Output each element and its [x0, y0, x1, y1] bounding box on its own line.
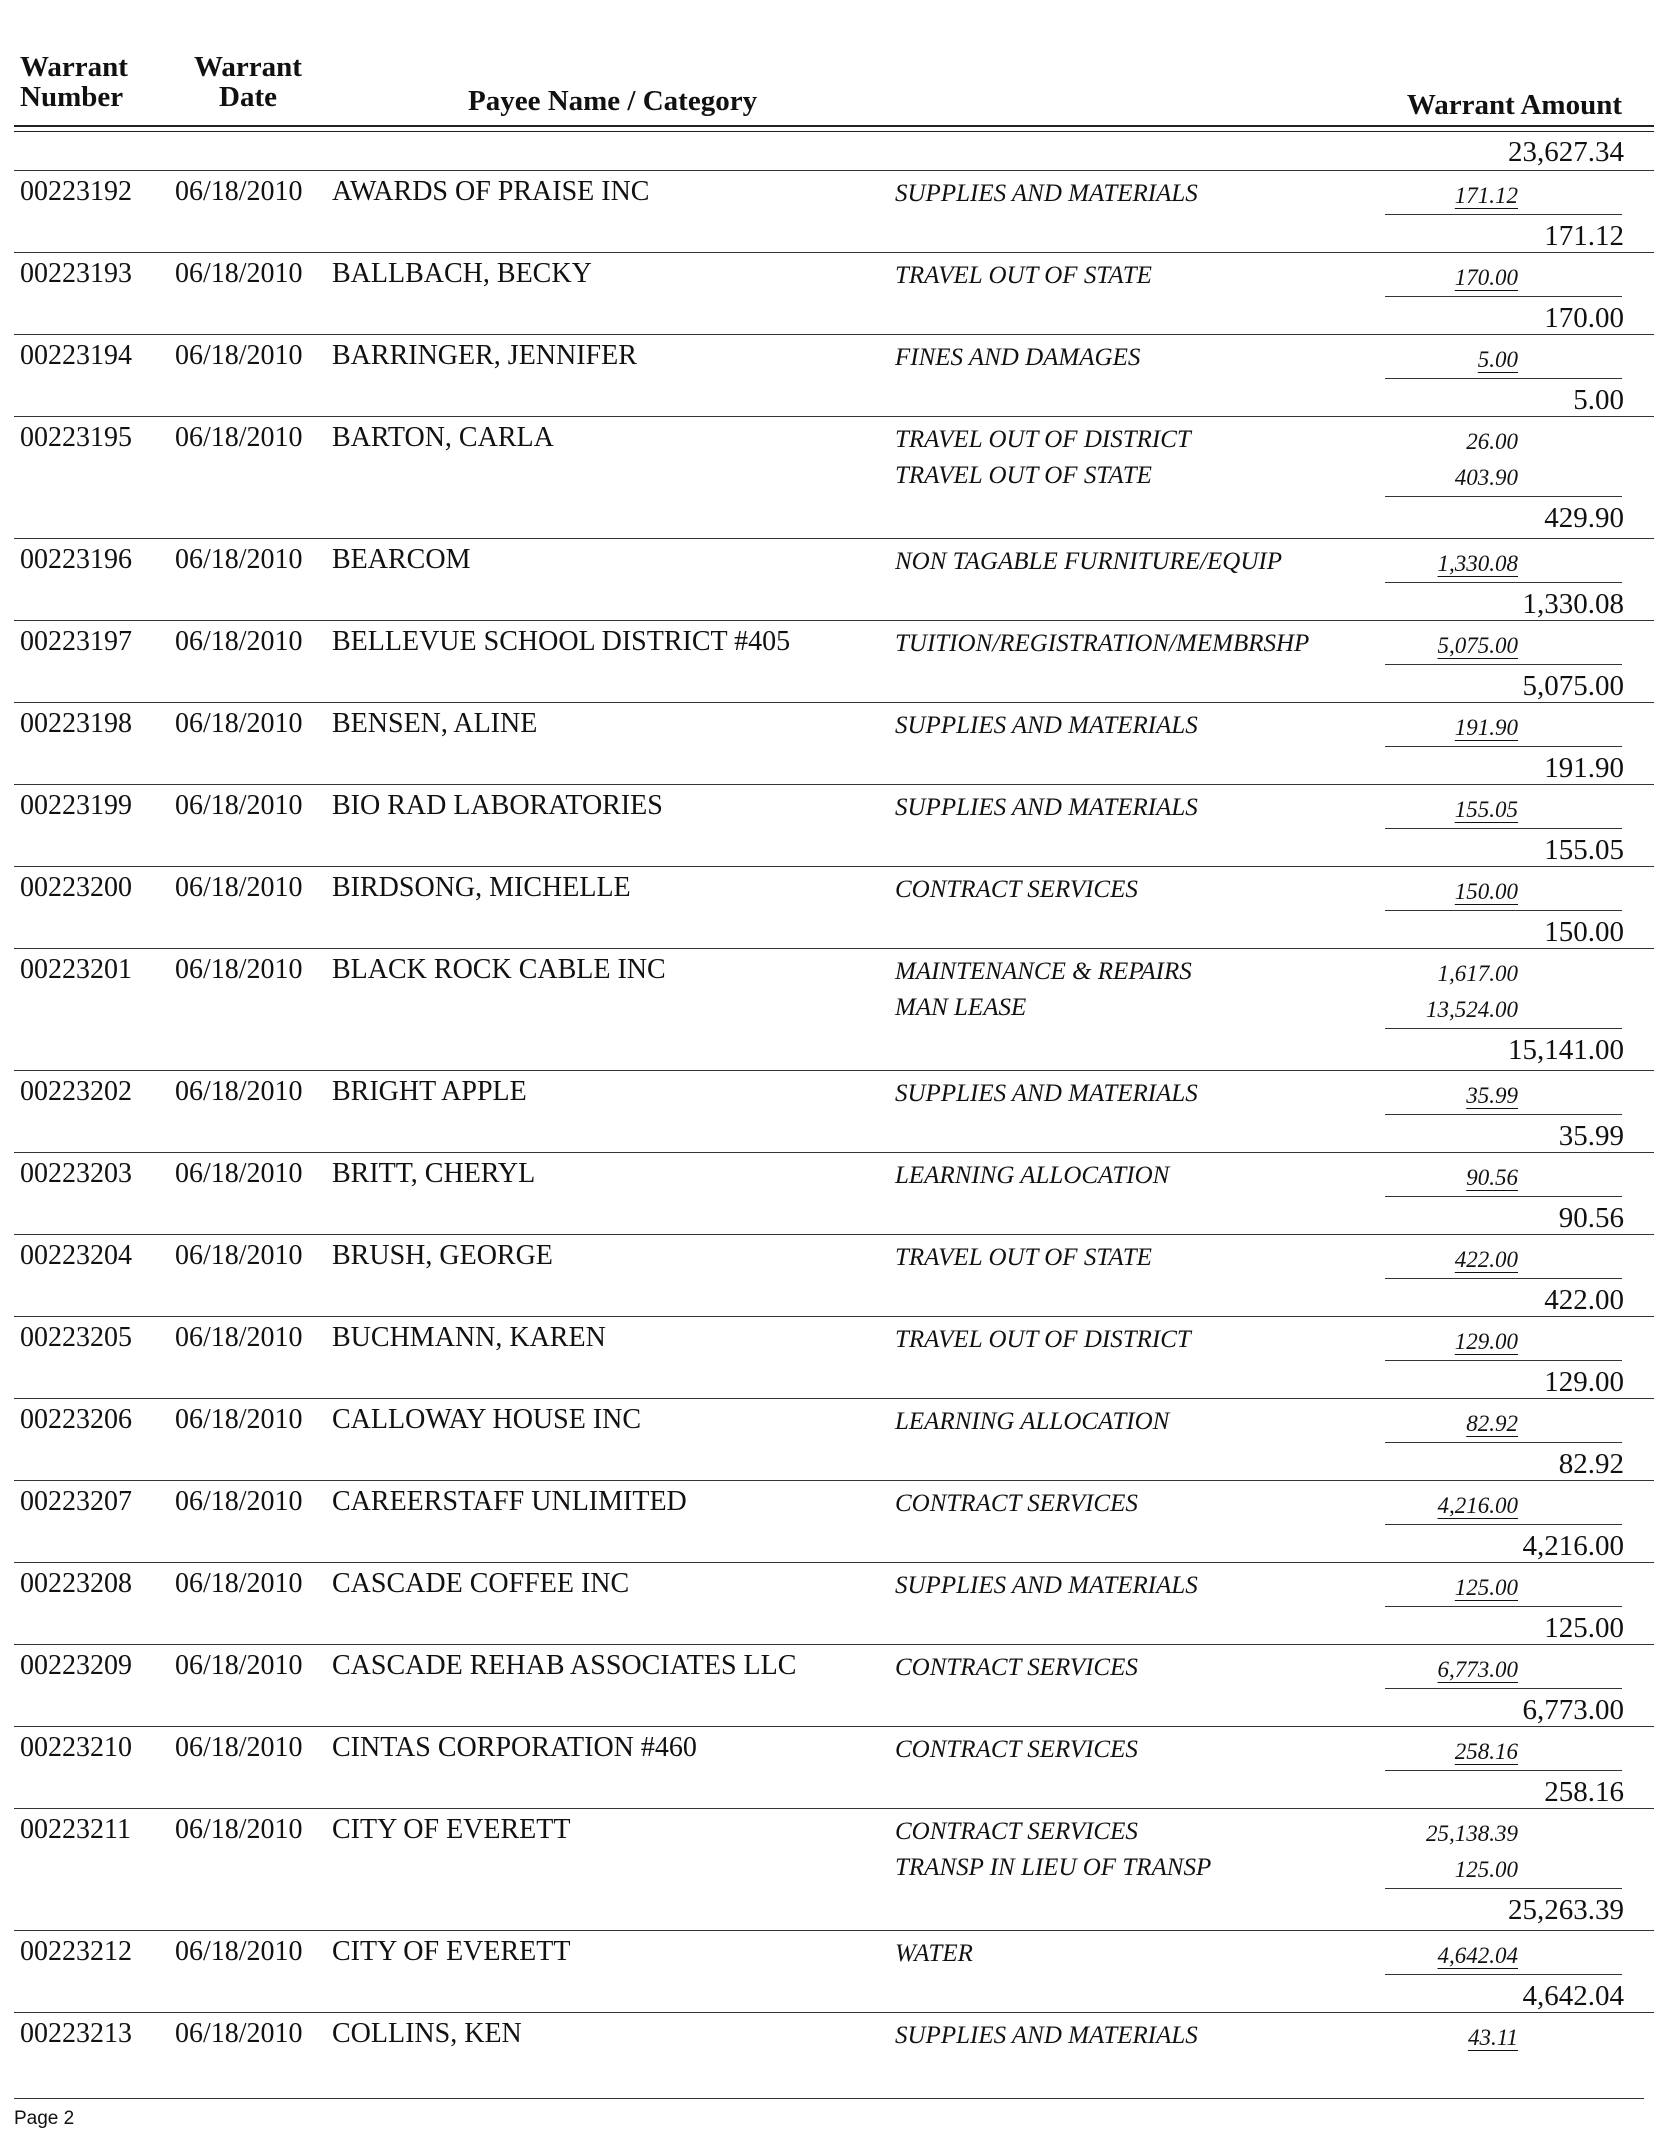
payee-name: BIO RAD LABORATORIES	[332, 790, 663, 821]
warrant-record	[0, 1562, 1664, 1644]
warrant-number: 00223202	[20, 1076, 132, 1107]
line-amount: 150.00	[1454, 879, 1518, 904]
warrant-date: 06/18/2010	[175, 2018, 303, 2049]
line-amount: 5,075.00	[1437, 633, 1518, 658]
warrant-total: 1,330.08	[1522, 588, 1624, 620]
payee-name: BENSEN, ALINE	[332, 708, 538, 739]
warrant-record	[0, 620, 1664, 702]
payee-name: CITY OF EVERETT	[332, 1814, 571, 1845]
header-warrant-number-line2: Number	[20, 81, 124, 113]
payee-name: BLACK ROCK CABLE INC	[332, 954, 666, 985]
page-number: Page 2	[14, 2108, 75, 2129]
subtotal-rule	[1385, 1114, 1622, 1115]
line-category: TUITION/REGISTRATION/MEMBRSHP	[895, 630, 1310, 657]
record-divider	[14, 538, 1654, 539]
line-amount: 258.16	[1454, 1739, 1518, 1764]
line-category: TRAVEL OUT OF STATE	[895, 462, 1152, 489]
warrant-number: 00223200	[20, 872, 132, 903]
subtotal-rule	[1385, 1278, 1622, 1279]
payee-name: CAREERSTAFF UNLIMITED	[332, 1486, 687, 1517]
warrant-date: 06/18/2010	[175, 1158, 303, 1189]
line-category: TRANSP IN LIEU OF TRANSP	[895, 1854, 1212, 1881]
line-category: TRAVEL OUT OF DISTRICT	[895, 426, 1191, 453]
payee-name: BELLEVUE SCHOOL DISTRICT #405	[332, 626, 791, 657]
subtotal-rule	[1385, 582, 1622, 583]
warrant-number: 00223205	[20, 1322, 132, 1353]
line-category: SUPPLIES AND MATERIALS	[895, 2022, 1198, 2049]
warrant-total: 5,075.00	[1522, 670, 1624, 702]
header-warrant-number-line1: Warrant	[20, 51, 128, 83]
payee-name: CASCADE REHAB ASSOCIATES LLC	[332, 1650, 797, 1681]
warrant-record	[0, 1480, 1664, 1562]
record-divider	[14, 948, 1654, 949]
warrant-date: 06/18/2010	[175, 1936, 303, 1967]
line-amount: 125.00	[1454, 1857, 1518, 1882]
subtotal-rule	[1385, 746, 1622, 747]
payee-name: BUCHMANN, KAREN	[332, 1322, 606, 1353]
payee-name: BEARCOM	[332, 544, 471, 575]
payee-name: AWARDS OF PRAISE INC	[332, 176, 650, 207]
line-category: CONTRACT SERVICES	[895, 1736, 1138, 1763]
warrant-number: 00223204	[20, 1240, 132, 1271]
header-warrant-date	[188, 52, 308, 112]
warrant-total: 125.00	[1544, 1612, 1624, 1644]
payee-name: BARRINGER, JENNIFER	[332, 340, 637, 371]
warrant-total: 129.00	[1544, 1366, 1624, 1398]
subtotal-rule	[1385, 496, 1622, 497]
warrant-date: 06/18/2010	[175, 544, 303, 575]
line-amount: 1,330.08	[1437, 551, 1518, 576]
payee-name: BALLBACH, BECKY	[332, 258, 592, 289]
warrant-record	[0, 1152, 1664, 1234]
warrant-record	[0, 784, 1664, 866]
line-amount: 25,138.39	[1426, 1821, 1518, 1846]
payee-name: COLLINS, KEN	[332, 2018, 522, 2049]
warrant-record	[0, 1234, 1664, 1316]
warrant-record	[0, 170, 1664, 252]
line-category: TRAVEL OUT OF DISTRICT	[895, 1326, 1191, 1353]
warrant-date: 06/18/2010	[175, 1732, 303, 1763]
warrant-date: 06/18/2010	[175, 422, 303, 453]
subtotal-rule	[1385, 1888, 1622, 1889]
warrant-record	[0, 1808, 1664, 1930]
record-divider	[14, 1808, 1654, 1809]
warrant-total: 6,773.00	[1522, 1694, 1624, 1726]
line-category: CONTRACT SERVICES	[895, 1654, 1138, 1681]
warrant-record	[0, 1070, 1664, 1152]
warrant-total: 171.12	[1544, 220, 1624, 252]
payee-name: BRUSH, GEORGE	[332, 1240, 553, 1271]
record-divider	[14, 416, 1654, 417]
warrant-total: 150.00	[1544, 916, 1624, 948]
warrant-number: 00223207	[20, 1486, 132, 1517]
warrant-number: 00223211	[20, 1814, 131, 1845]
warrant-date: 06/18/2010	[175, 708, 303, 739]
warrant-total: 4,642.04	[1522, 1980, 1624, 2012]
payee-name: BRITT, CHERYL	[332, 1158, 536, 1189]
warrant-total: 429.90	[1544, 502, 1624, 534]
warrant-number: 00223198	[20, 708, 132, 739]
subtotal-rule	[1385, 1974, 1622, 1975]
warrant-record	[0, 1398, 1664, 1480]
warrant-total: 258.16	[1544, 1776, 1624, 1808]
line-category: MAN LEASE	[895, 994, 1027, 1021]
line-category: NON TAGABLE FURNITURE/EQUIP	[895, 548, 1283, 575]
record-divider	[14, 1480, 1654, 1481]
subtotal-rule	[1385, 1028, 1622, 1029]
record-divider	[14, 1316, 1654, 1317]
warrant-date: 06/18/2010	[175, 872, 303, 903]
warrant-number: 00223203	[20, 1158, 132, 1189]
subtotal-rule	[1385, 1360, 1622, 1361]
record-divider	[14, 252, 1654, 253]
line-amount: 125.00	[1454, 1575, 1518, 1600]
header-warrant-date-line2: Date	[219, 81, 277, 113]
subtotal-rule	[1385, 1442, 1622, 1443]
subtotal-rule	[1385, 1770, 1622, 1771]
warrant-total: 4,216.00	[1522, 1530, 1624, 1562]
line-category: SUPPLIES AND MATERIALS	[895, 180, 1198, 207]
payee-name: BARTON, CARLA	[332, 422, 554, 453]
warrant-total: 155.05	[1544, 834, 1624, 866]
warrant-record	[0, 2012, 1664, 2094]
warrant-record	[0, 1316, 1664, 1398]
warrant-record	[0, 416, 1664, 538]
warrant-date: 06/18/2010	[175, 1568, 303, 1599]
header-divider-double	[14, 131, 1654, 132]
warrant-record	[0, 948, 1664, 1070]
line-amount: 155.05	[1454, 797, 1518, 822]
line-category: LEARNING ALLOCATION	[895, 1162, 1170, 1189]
subtotal-rule	[1385, 1196, 1622, 1197]
payee-name: CALLOWAY HOUSE INC	[332, 1404, 642, 1435]
record-divider	[14, 784, 1654, 785]
line-category: CONTRACT SERVICES	[895, 1490, 1138, 1517]
line-amount: 422.00	[1454, 1247, 1518, 1272]
line-category: SUPPLIES AND MATERIALS	[895, 712, 1198, 739]
line-amount: 5.00	[1477, 347, 1518, 372]
line-amount: 403.90	[1454, 465, 1518, 490]
carry-forward-amount: 23,627.34	[1508, 136, 1624, 168]
line-amount: 90.56	[1466, 1165, 1518, 1190]
line-amount: 26.00	[1466, 429, 1518, 454]
warrant-record	[0, 866, 1664, 948]
header-warrant-date-line1: Warrant	[194, 51, 302, 83]
line-amount: 129.00	[1454, 1329, 1518, 1354]
record-divider	[14, 1070, 1654, 1071]
line-amount: 170.00	[1454, 265, 1518, 290]
subtotal-rule	[1385, 214, 1622, 215]
record-divider	[14, 1152, 1654, 1153]
warrant-date: 06/18/2010	[175, 258, 303, 289]
warrant-number: 00223201	[20, 954, 132, 985]
payee-name: CITY OF EVERETT	[332, 1936, 571, 1967]
record-divider	[14, 1398, 1654, 1399]
warrant-record	[0, 1726, 1664, 1808]
record-divider	[14, 1930, 1654, 1931]
warrant-total: 82.92	[1558, 1448, 1624, 1480]
warrant-number: 00223193	[20, 258, 132, 289]
warrant-date: 06/18/2010	[175, 1076, 303, 1107]
record-divider	[14, 2012, 1654, 2013]
record-divider	[14, 1562, 1654, 1563]
line-category: SUPPLIES AND MATERIALS	[895, 1572, 1198, 1599]
warrant-number: 00223197	[20, 626, 132, 657]
warrant-total: 25,263.39	[1508, 1894, 1624, 1926]
subtotal-rule	[1385, 664, 1622, 665]
payee-name: BIRDSONG, MICHELLE	[332, 872, 631, 903]
warrant-record	[0, 1930, 1664, 2012]
header-payee: Payee Name / Category	[468, 85, 758, 117]
payee-name: CASCADE COFFEE INC	[332, 1568, 630, 1599]
line-category: CONTRACT SERVICES	[895, 876, 1138, 903]
line-amount: 82.92	[1466, 1411, 1518, 1436]
subtotal-rule	[1385, 828, 1622, 829]
header-divider	[14, 125, 1654, 127]
warrant-total: 90.56	[1558, 1202, 1624, 1234]
warrant-date: 06/18/2010	[175, 1814, 303, 1845]
warrant-record	[0, 252, 1664, 334]
record-divider	[14, 866, 1654, 867]
warrant-total: 170.00	[1544, 302, 1624, 334]
line-category: TRAVEL OUT OF STATE	[895, 1244, 1152, 1271]
header-amount: Warrant Amount	[1406, 89, 1622, 121]
warrant-number: 00223192	[20, 176, 132, 207]
line-category: WATER	[895, 1940, 973, 1967]
line-amount: 6,773.00	[1437, 1657, 1518, 1682]
line-amount: 4,642.04	[1437, 1943, 1518, 1968]
record-divider	[14, 620, 1654, 621]
record-divider	[14, 1644, 1654, 1645]
line-category: MAINTENANCE & REPAIRS	[895, 958, 1192, 985]
line-category: FINES AND DAMAGES	[895, 344, 1141, 371]
page-bottom-divider	[14, 2098, 1644, 2099]
line-amount: 191.90	[1454, 715, 1518, 740]
warrant-date: 06/18/2010	[175, 176, 303, 207]
warrant-date: 06/18/2010	[175, 626, 303, 657]
line-category: CONTRACT SERVICES	[895, 1818, 1138, 1845]
warrant-number: 00223210	[20, 1732, 132, 1763]
line-amount: 13,524.00	[1426, 997, 1518, 1022]
line-amount: 35.99	[1466, 1083, 1518, 1108]
record-divider	[14, 170, 1654, 171]
warrant-date: 06/18/2010	[175, 1322, 303, 1353]
warrant-number: 00223212	[20, 1936, 132, 1967]
warrant-date: 06/18/2010	[175, 1404, 303, 1435]
warrant-total: 35.99	[1558, 1120, 1624, 1152]
warrant-date: 06/18/2010	[175, 1650, 303, 1681]
subtotal-rule	[1385, 910, 1622, 911]
payee-name: CINTAS CORPORATION #460	[332, 1732, 697, 1763]
record-divider	[14, 702, 1654, 703]
line-amount: 1,617.00	[1437, 961, 1518, 986]
warrant-record	[0, 538, 1664, 620]
payee-name: BRIGHT APPLE	[332, 1076, 527, 1107]
record-divider	[14, 334, 1654, 335]
warrant-record	[0, 1644, 1664, 1726]
warrant-number: 00223206	[20, 1404, 132, 1435]
warrant-date: 06/18/2010	[175, 954, 303, 985]
warrant-number: 00223208	[20, 1568, 132, 1599]
warrant-number: 00223195	[20, 422, 132, 453]
warrant-number: 00223196	[20, 544, 132, 575]
warrant-date: 06/18/2010	[175, 340, 303, 371]
warrant-record	[0, 702, 1664, 784]
warrant-total: 15,141.00	[1508, 1034, 1624, 1066]
warrant-total: 5.00	[1573, 384, 1624, 416]
warrant-number: 00223199	[20, 790, 132, 821]
subtotal-rule	[1385, 1524, 1622, 1525]
line-category: SUPPLIES AND MATERIALS	[895, 794, 1198, 821]
header-warrant-number	[20, 52, 128, 112]
warrant-number: 00223213	[20, 2018, 132, 2049]
warrant-date: 06/18/2010	[175, 1240, 303, 1271]
subtotal-rule	[1385, 296, 1622, 297]
line-category: TRAVEL OUT OF STATE	[895, 262, 1152, 289]
record-divider	[14, 1726, 1654, 1727]
warrant-total: 191.90	[1544, 752, 1624, 784]
line-amount: 171.12	[1454, 183, 1518, 208]
line-amount: 43.11	[1467, 2025, 1518, 2050]
subtotal-rule	[1385, 378, 1622, 379]
warrant-total: 422.00	[1544, 1284, 1624, 1316]
warrant-number: 00223209	[20, 1650, 132, 1681]
line-category: LEARNING ALLOCATION	[895, 1408, 1170, 1435]
warrant-record	[0, 334, 1664, 416]
line-category: SUPPLIES AND MATERIALS	[895, 1080, 1198, 1107]
warrant-date: 06/18/2010	[175, 790, 303, 821]
warrant-number: 00223194	[20, 340, 132, 371]
record-divider	[14, 1234, 1654, 1235]
warrant-date: 06/18/2010	[175, 1486, 303, 1517]
subtotal-rule	[1385, 1688, 1622, 1689]
subtotal-rule	[1385, 1606, 1622, 1607]
line-amount: 4,216.00	[1437, 1493, 1518, 1518]
